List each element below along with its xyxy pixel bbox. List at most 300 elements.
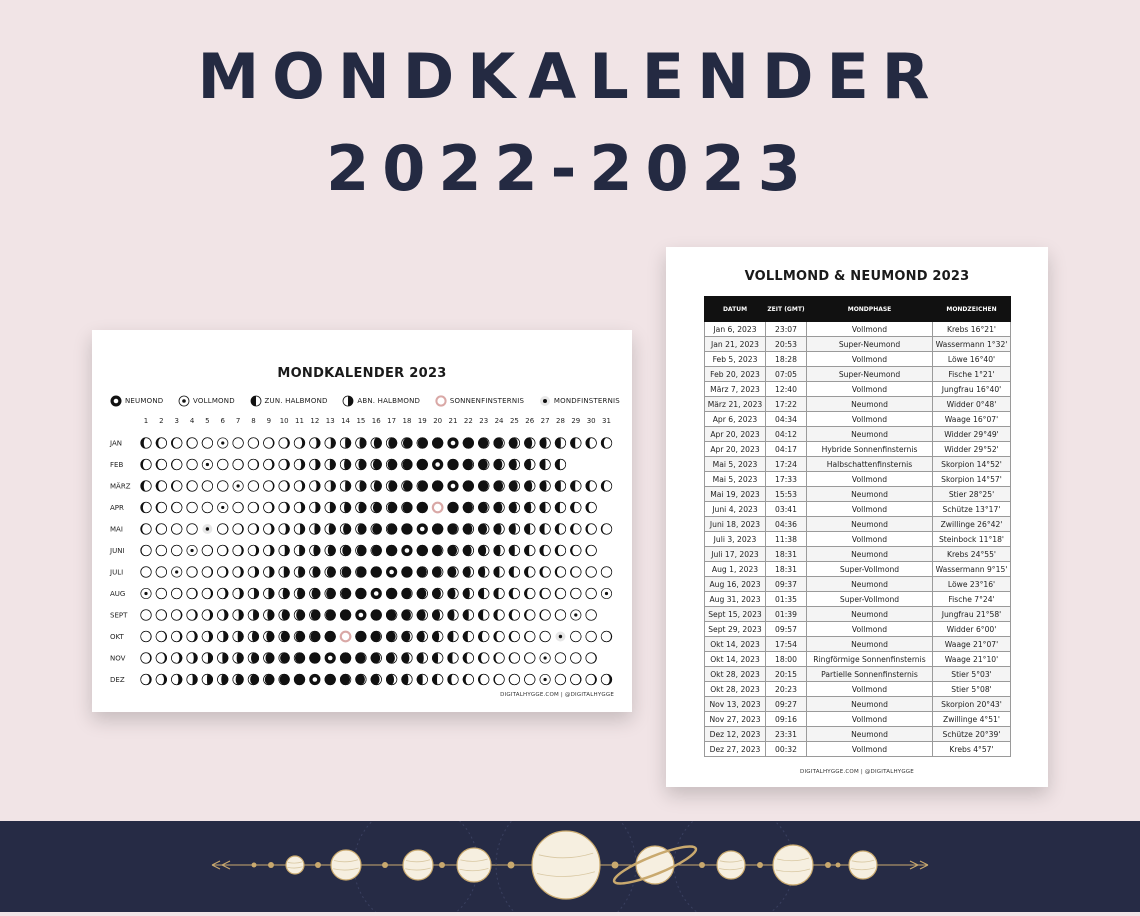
table-row (705, 502, 1011, 517)
moon-phase-day (186, 523, 197, 534)
moon-phase-day (493, 437, 504, 448)
moon-phase-day (279, 502, 290, 513)
cell-datum: Apr 6, 2023 (705, 412, 766, 427)
day-number: 9 (266, 417, 272, 425)
table-row (705, 412, 1011, 427)
table-row (705, 322, 1011, 337)
moon-phase-day (309, 545, 320, 556)
moon-phase-day (478, 566, 489, 577)
moon-phase-day (248, 437, 259, 448)
moon-phase-day (141, 588, 151, 598)
moon-phase-day (386, 674, 397, 685)
moon-phase-day (340, 609, 351, 620)
moon-phase-day (417, 631, 428, 642)
moon-phase-day (325, 674, 336, 685)
moon-phase-day (325, 588, 336, 599)
moon-phase-day (371, 502, 382, 513)
moon-phase-day (263, 523, 274, 534)
moon-phase-day (371, 652, 382, 663)
moon-phase-day (202, 588, 213, 599)
cell-mondphase: Neumond (807, 607, 933, 622)
cell-datum: Mai 5, 2023 (705, 472, 766, 487)
moon-phase-day (218, 502, 228, 512)
moon-phase-day (555, 523, 566, 534)
moon-phase-day (447, 588, 458, 599)
moon-phase-day (586, 674, 597, 685)
moon-phase-day (371, 437, 382, 448)
cell-zeit: 01:39 (766, 607, 807, 622)
moon-phase-day (140, 459, 151, 470)
moon-phase-day (555, 502, 566, 513)
moon-phase-day (371, 631, 382, 642)
moon-phase-day (432, 523, 443, 534)
moon-phase-day (355, 545, 366, 556)
planet-icon (849, 851, 877, 879)
moon-phase-day (279, 566, 290, 577)
moon-phase-day (248, 609, 259, 620)
cell-mondphase: Neumond (807, 397, 933, 412)
day-number: 7 (235, 417, 241, 425)
moon-phase-day (263, 459, 274, 470)
moon-phase-day (509, 459, 520, 470)
cell-zeit: 01:35 (766, 592, 807, 607)
moon-phase-day (586, 588, 597, 599)
moon-phase-day (417, 480, 428, 491)
moon-phase-day (478, 523, 489, 534)
moon-phase-day (294, 631, 305, 642)
moon-phase-day (309, 609, 320, 620)
cell-datum: Okt 28, 2023 (705, 682, 766, 697)
moon-phase-day (401, 609, 412, 620)
moon-phase-day (279, 674, 290, 685)
moon-phase-day (217, 609, 228, 620)
cell-mondphase: Vollmond (807, 622, 933, 637)
moon-phase-day (371, 588, 382, 599)
table-row (705, 547, 1011, 562)
cell-mondzeichen: Zwillinge 4°51' (933, 712, 1011, 727)
moon-phase-day (386, 437, 397, 448)
moon-phase-day (478, 588, 489, 599)
moon-phase-day (524, 545, 535, 556)
moon-phase-day (509, 502, 520, 513)
moon-phase-day (401, 674, 412, 685)
moon-phase-day (555, 588, 566, 599)
moon-phase-day (493, 545, 504, 556)
cell-zeit: 17:24 (766, 457, 807, 472)
moon-phase-day (371, 566, 382, 577)
moon-phase-day (279, 545, 290, 556)
cell-mondphase: Vollmond (807, 502, 933, 517)
moon-phase-day (555, 459, 566, 470)
moon-phase-day (586, 480, 597, 491)
moon-phase-day (217, 545, 228, 556)
moon-phase-day (140, 502, 151, 513)
moon-phase-day (509, 652, 520, 663)
moon-phase-day (601, 523, 612, 534)
moon-phase-day (202, 437, 213, 448)
moon-phase-day (171, 609, 182, 620)
moon-phase-day (202, 545, 213, 556)
cell-mondphase: Vollmond (807, 322, 933, 337)
moon-phase-day (447, 566, 458, 577)
cell-datum: Juli 3, 2023 (705, 532, 766, 547)
moon-phase-day (156, 459, 167, 470)
moon-phase-day (294, 609, 305, 620)
cell-datum: Aug 16, 2023 (705, 577, 766, 592)
moon-phase-day (186, 459, 197, 470)
moon-phase-day (263, 480, 274, 491)
moon-phase-day (493, 566, 504, 577)
moon-phase-day (463, 545, 474, 556)
moon-phase-day (217, 588, 228, 599)
moon-phase-day (601, 566, 612, 577)
moon-phase-day (524, 588, 535, 599)
planet-icon (457, 848, 491, 882)
moon-phase-day (401, 631, 412, 642)
moon-phase-day (233, 437, 244, 448)
moon-phase-day (186, 652, 197, 663)
moon-phase-day (493, 588, 504, 599)
star-dot (268, 862, 274, 868)
day-number: 31 (602, 417, 611, 425)
moon-phase-day (294, 523, 305, 534)
moon-phase-day (172, 567, 182, 577)
cell-datum: Juni 18, 2023 (705, 517, 766, 532)
moon-phase-day (417, 609, 428, 620)
moon-phase-day (279, 652, 290, 663)
cell-datum: Sept 15, 2023 (705, 607, 766, 622)
moon-phase-day (248, 545, 259, 556)
moon-phase-day (233, 545, 244, 556)
cell-mondphase: Vollmond (807, 682, 933, 697)
moon-phase-day (401, 459, 412, 470)
moon-phase-day (570, 588, 581, 599)
moon-phase-day (263, 437, 274, 448)
table-row (705, 457, 1011, 472)
moon-phase-day (355, 502, 366, 513)
cell-zeit: 17:22 (766, 397, 807, 412)
cell-mondzeichen: Zwillinge 26°42' (933, 517, 1011, 532)
cell-mondzeichen: Waage 16°07' (933, 412, 1011, 427)
moon-phase-day (586, 609, 597, 620)
legend-label: VOLLMOND (193, 397, 235, 405)
table-row (705, 592, 1011, 607)
moon-phase-day (432, 674, 443, 685)
cell-mondphase: Vollmond (807, 382, 933, 397)
moon-phase-day (279, 437, 290, 448)
moon-phase-day (540, 545, 551, 556)
moon-phase-day (447, 545, 458, 556)
moon-phase-day (233, 609, 244, 620)
cell-zeit: 17:54 (766, 637, 807, 652)
moon-phase-day (524, 652, 535, 663)
moon-phase-day (217, 566, 228, 577)
moon-phase-day (386, 502, 397, 513)
moon-phase-day (233, 652, 244, 663)
moon-phase-day (171, 674, 182, 685)
moon-phase-day (555, 609, 566, 620)
moon-phase-day (263, 674, 274, 685)
moon-phase-day (233, 566, 244, 577)
moon-phase-day (294, 459, 305, 470)
moon-phase-day (509, 566, 520, 577)
moon-phase-day (171, 437, 182, 448)
moon-phase-day (279, 588, 290, 599)
moon-phase-day (340, 674, 351, 685)
moon-table (704, 296, 1011, 757)
moon-phase-day (156, 631, 167, 642)
cell-zeit: 09:57 (766, 622, 807, 637)
moon-phase-day (202, 674, 213, 685)
moon-phase-day (371, 609, 382, 620)
moon-phase-day (248, 652, 259, 663)
moon-phase-day (570, 502, 581, 513)
cell-datum: Aug 1, 2023 (705, 562, 766, 577)
moon-phase-day (140, 631, 151, 642)
moon-phase-day (463, 652, 474, 663)
cell-datum: Okt 14, 2023 (705, 652, 766, 667)
moon-phase-day (447, 437, 458, 448)
moon-phase-day (309, 674, 320, 685)
cell-datum: Sept 29, 2023 (705, 622, 766, 637)
cell-mondphase: Super-Neumond (807, 367, 933, 382)
star-dot (825, 862, 831, 868)
cell-mondzeichen: Krebs 4°57' (933, 742, 1011, 757)
planet-icon (773, 845, 813, 885)
moon-phase-day (493, 502, 504, 513)
moon-phase-day (263, 609, 274, 620)
cell-zeit: 04:12 (766, 427, 807, 442)
moon-phase-day (555, 480, 566, 491)
legend-label: ABN. HALBMOND (357, 397, 421, 405)
moon-phase-day (417, 674, 428, 685)
moon-phase-day (309, 588, 320, 599)
moon-phase-day (248, 459, 259, 470)
moon-phase-day (555, 437, 566, 448)
table-row (705, 382, 1011, 397)
moon-phase-day (524, 566, 535, 577)
cell-mondzeichen: Jungfrau 21°58' (933, 607, 1011, 622)
table-row (705, 562, 1011, 577)
moon-phase-day (340, 459, 351, 470)
moon-phase-day (432, 566, 443, 577)
moon-phase-day (601, 480, 612, 491)
header-mondphase: MONDPHASE (807, 297, 933, 322)
star-dot (252, 863, 257, 868)
moon-phase-day (171, 480, 182, 491)
cell-zeit: 09:27 (766, 697, 807, 712)
moon-phase-day (509, 437, 520, 448)
moon-phase-day (478, 480, 489, 491)
moon-phase-day (401, 566, 412, 577)
table-body (705, 322, 1011, 757)
moon-phase-day (325, 502, 336, 513)
moon-phase-day (570, 566, 581, 577)
month-label: AUG (110, 590, 126, 599)
moon-phase-day (186, 566, 197, 577)
table-row (705, 712, 1011, 727)
cell-mondzeichen: Löwe 23°16' (933, 577, 1011, 592)
day-number: 24 (494, 417, 504, 425)
cell-mondzeichen: Skorpion 14°57' (933, 472, 1011, 487)
day-number: 21 (448, 417, 458, 425)
day-number: 14 (341, 417, 351, 425)
full-new-moon-card (666, 247, 1048, 787)
cell-zeit: 11:38 (766, 532, 807, 547)
cell-mondphase: Neumond (807, 697, 933, 712)
cell-datum: Okt 14, 2023 (705, 637, 766, 652)
moon-phase-day (279, 459, 290, 470)
table-row (705, 427, 1011, 442)
cell-mondzeichen: Jungfrau 16°40' (933, 382, 1011, 397)
moon-phase-day (325, 652, 336, 663)
table-row (705, 577, 1011, 592)
moon-phase-day (294, 480, 305, 491)
moon-phase-day (140, 609, 151, 620)
table-header-row (705, 297, 1011, 322)
cell-mondzeichen: Waage 21°07' (933, 637, 1011, 652)
moon-phase-day (401, 588, 412, 599)
moon-phase-day (263, 652, 274, 663)
cell-zeit: 18:31 (766, 562, 807, 577)
day-number: 13 (325, 417, 335, 425)
star-dot (315, 862, 321, 868)
cell-zeit: 18:00 (766, 652, 807, 667)
moon-phase-day (601, 588, 611, 598)
cell-datum: Dez 27, 2023 (705, 742, 766, 757)
moon-phase-day (325, 523, 336, 534)
moon-phase-day (433, 503, 443, 513)
cell-zeit: 20:23 (766, 682, 807, 697)
moon-phase-day (355, 652, 366, 663)
moon-phase-day (586, 502, 597, 513)
moon-phase-day (401, 523, 412, 534)
cell-datum: Aug 31, 2023 (705, 592, 766, 607)
moon-phase-day (432, 631, 443, 642)
cell-mondphase: Neumond (807, 637, 933, 652)
day-number: 25 (509, 417, 519, 425)
day-number: 30 (586, 417, 596, 425)
moon-phase-day (571, 610, 581, 620)
moon-phase-day (140, 437, 151, 448)
moon-phase-day (202, 480, 213, 491)
moon-phase-day (325, 631, 336, 642)
moon-phase-day (217, 674, 228, 685)
moon-phase-day (355, 459, 366, 470)
moon-phase-day (540, 609, 551, 620)
day-number: 22 (463, 417, 473, 425)
moon-phase-day (493, 523, 504, 534)
day-number: 19 (417, 417, 427, 425)
moon-phase-day (478, 674, 489, 685)
cell-mondphase: Partielle Sonnenfinsternis (807, 667, 933, 682)
star-dot (508, 862, 515, 869)
moon-phase-day (340, 588, 351, 599)
star-dot (836, 863, 841, 868)
moon-phase-day (386, 588, 397, 599)
moon-phase-day (217, 459, 228, 470)
moon-phase-day (294, 588, 305, 599)
moon-phase-day (325, 566, 336, 577)
moon-phase-day (524, 480, 535, 491)
moon-phase-day (586, 523, 597, 534)
moon-phase-day (417, 502, 428, 513)
moon-phase-day (417, 545, 428, 556)
moon-phase-day (355, 674, 366, 685)
moon-phase-day (371, 459, 382, 470)
cell-datum: Apr 20, 2023 (705, 442, 766, 457)
moon-phase-day (586, 545, 597, 556)
moon-phase-day (386, 652, 397, 663)
month-label: OKT (110, 633, 124, 642)
moon-phase-day (171, 502, 182, 513)
moon-phase-day (601, 631, 612, 642)
planet-icon (403, 850, 433, 880)
moon-phase-day (432, 480, 443, 491)
moon-phase-day (202, 502, 213, 513)
month-label: SEPT (110, 611, 128, 620)
moon-phase-day (279, 609, 290, 620)
moon-phase-day (386, 523, 397, 534)
moon-phase-day (233, 523, 244, 534)
moon-phase-day (463, 631, 474, 642)
moon-phase-day (401, 437, 412, 448)
moon-phase-day (463, 674, 474, 685)
moon-phase-day (463, 523, 474, 534)
cell-mondzeichen: Krebs 16°21' (933, 322, 1011, 337)
moon-phase-day (186, 588, 197, 599)
cell-mondzeichen: Fische 1°21' (933, 367, 1011, 382)
table-row (705, 472, 1011, 487)
moon-phase-day (294, 652, 305, 663)
moon-calendar-card (92, 330, 632, 712)
moon-phase-day (171, 652, 182, 663)
cell-datum: Juli 17, 2023 (705, 547, 766, 562)
table-row (705, 517, 1011, 532)
moon-phase-day (493, 459, 504, 470)
moon-phase-day (156, 674, 167, 685)
moon-phase-day (340, 652, 351, 663)
cell-mondzeichen: Stier 28°25' (933, 487, 1011, 502)
moon-phase-day (386, 545, 397, 556)
moon-phase-day (217, 523, 228, 534)
moon-phase-day (447, 502, 458, 513)
cell-zeit: 04:36 (766, 517, 807, 532)
header-zeit: ZEIT (GMT) (766, 297, 807, 322)
moon-phase-day (248, 566, 259, 577)
moon-phase-day (325, 545, 336, 556)
table-row (705, 337, 1011, 352)
day-number: 16 (371, 417, 381, 425)
moon-phase-day (248, 523, 259, 534)
cell-zeit: 23:31 (766, 727, 807, 742)
moon-phase-day (570, 631, 581, 642)
moon-phase-day (524, 459, 535, 470)
moon-phase-day (601, 437, 612, 448)
moon-phase-day (463, 588, 474, 599)
moon-phase-day (509, 674, 520, 685)
moon-phase-day (218, 438, 228, 448)
moon-phase-day (570, 480, 581, 491)
moon-phase-day (417, 459, 428, 470)
moon-phase-day (340, 566, 351, 577)
cell-datum: März 21, 2023 (705, 397, 766, 412)
moon-phase-day (233, 459, 244, 470)
legend-label: MONDFINSTERNIS (553, 397, 620, 405)
moon-phase-day (279, 523, 290, 534)
moon-phase-day (202, 609, 213, 620)
cell-zeit: 00:32 (766, 742, 807, 757)
